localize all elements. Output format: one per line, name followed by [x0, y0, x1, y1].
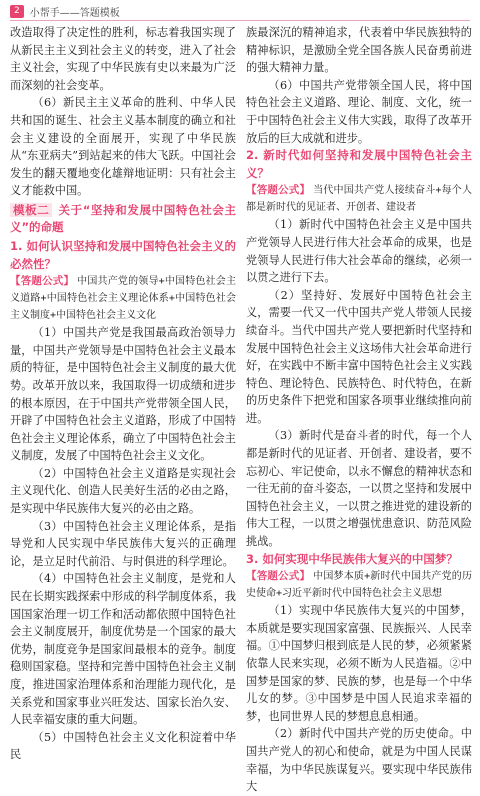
answer-formula [246, 568, 472, 602]
paragraph: （4）中国特色社会主义制度，是党和人民在长期实践探索中形成的科学制度体系，我国国家治理一切工作和活动都依照中国特色社会主义制度展开，制度优势是一个国家的最大优势，制度竞争是国家间最根本的竞争。制度稳则国家稳。坚持和完善中国特色社会主义制度，推进国家治理体系和治理能力现代化，是关系党和国家事业兴旺发达、国家长治久安、人民幸福安康的重大问题。 [10, 572, 236, 727]
paragraph: （5）中国特色社会主义文化积淀着中华民 [10, 730, 236, 762]
paragraph: （2）中国特色社会主义道路是实现社会主义现代化、创造人民美好生活的必由之路，是实现中华民族伟大复兴的必由之路。 [10, 466, 236, 516]
formula-tag: 【答题公式】 [10, 275, 75, 288]
formula-text: 中国共产党的领导+中国特色社会主义道路+中国特色社会主义理论体系+中国特色社会主义制度+中国特色社会主义文化 [10, 276, 236, 322]
left-column [10, 24, 236, 764]
right-column [246, 24, 472, 796]
paragraph: （2）坚持好、发展好中国特色社会主义，需要一代又一代中国共产党人带领人民接续奋斗。当代中国共产党人要把新时代坚持和发展中国特色社会主义这场伟大社会革命进行好，在实践中不断丰富中国特色社会主义实践特色、理论特色、民族特色、时代特色，在新的历史条件下把党和国家各项事业继续推向前进。 [246, 288, 472, 425]
paragraph: （6）新民主主义革命的胜利、中华人民共和国的诞生、社会主义基本制度的确立和社会主义建设的全面展开，实现了中华民族从“东亚病夫”到站起来的伟大飞跃。中国社会发生的翻天覆地变化雄辩地证明：只有社会主义才能救中国。 [10, 96, 236, 198]
module-heading [10, 202, 236, 236]
question-heading: 1. 如何认识坚持和发展中国特色社会主义的必然性？ [10, 238, 236, 271]
module-tag: 模板二 [10, 203, 52, 217]
paragraph: （3）中国特色社会主义理论体系，是指导党和人民实现中华民族伟大复兴的正确理论，是立足时代前沿、与时俱进的科学理论。 [10, 519, 236, 568]
page-header [10, 3, 470, 19]
header-divider [10, 20, 470, 21]
paragraph: （1）新时代中国特色社会主义是中国共产党领导人民进行伟大社会革命的成果，也是党领导人民进行伟大社会革命的继续，必须一以贯之进行下去。 [246, 218, 472, 285]
paragraph: （2）新时代中国共产党的历史使命。中国共产党人的初心和使命，就是为中国人民谋幸福，为中华民族谋复兴。要实现中华民族伟大 [246, 727, 472, 794]
page-number: 2 [10, 5, 24, 18]
paragraph: （6）中国共产党带领全国人民，将中国特色社会主义道路、理论、制度、文化，统一于中国特色社会主义伟大实践，取得了改革开放后的巨大成就和进步。 [246, 78, 472, 145]
formula-tag: 【答题公式】 [246, 570, 311, 583]
question-heading: 3. 如何实现中华民族伟大复兴的中国梦？ [246, 551, 458, 566]
module-title: 关于“坚持和发展中国特色社会主义”的命题 [10, 202, 237, 234]
answer-formula [10, 273, 236, 324]
header-title: 小帮手——答题模板 [29, 7, 120, 19]
answer-formula [246, 182, 472, 216]
paragraph: （1）实现中华民族伟大复兴的中国梦，本质就是要实现国家富强、民族振兴、人民幸福。①中国梦归根到底是人民的梦，必须紧紧依靠人民来实现，必须不断为人民造福。②中国梦是国家的梦、民族的梦，也是每一个中华儿女的梦。③中国梦是中国人民追求幸福的梦，也同世界人民的梦想息息相通。 [246, 604, 472, 723]
paragraph: 族最深沉的精神追求，代表着中华民族独特的精神标识，是激励全党全国各族人民奋勇前进的强大精神力量。 [246, 26, 472, 75]
paragraph: （3）新时代是奋斗者的时代，每一个人都是新时代的见证者、开创者、建设者，要不忘初心、牢记使命，以永不懈怠的精神状态和一往无前的奋斗姿态，一以贯之坚持和发展中国特色社会主义，一以贯之推进党的建设新的伟大工程，一以贯之增强忧患意识、防范风险挑战。 [246, 429, 472, 549]
paragraph: 改造取得了决定性的胜利，标志着我国实现了从新民主主义到社会主义的转变，进入了社会主义社会，实现了中华民族有史以来最为广泛而深刻的社会变革。 [10, 26, 236, 92]
formula-text: 中国梦本质+新时代中国共产党的历史使命+习近平新时代中国特色社会主义思想 [246, 571, 472, 600]
question-heading: 2. 新时代如何坚持和发展中国特色社会主义？ [246, 148, 472, 180]
formula-tag: 【答题公式】 [246, 184, 311, 197]
paragraph: （1）中国共产党是我国最高政治领导力量，中国共产党领导是中国特色社会主义最本质的特征，是中国特色社会主义制度的最大优势。改革开放以来，我国取得一切成绩和进步的根本原因，在于中国共产党带领全国人民，开辟了中国特色社会主义道路，形成了中国特色社会主义理论体系，确立了中国特色社会主义制度，发展了中国特色社会主义文化。 [10, 326, 236, 463]
formula-text: 当代中国共产党人接续奋斗+每个人都是新时代的见证者、开创者、建设者 [246, 185, 472, 214]
